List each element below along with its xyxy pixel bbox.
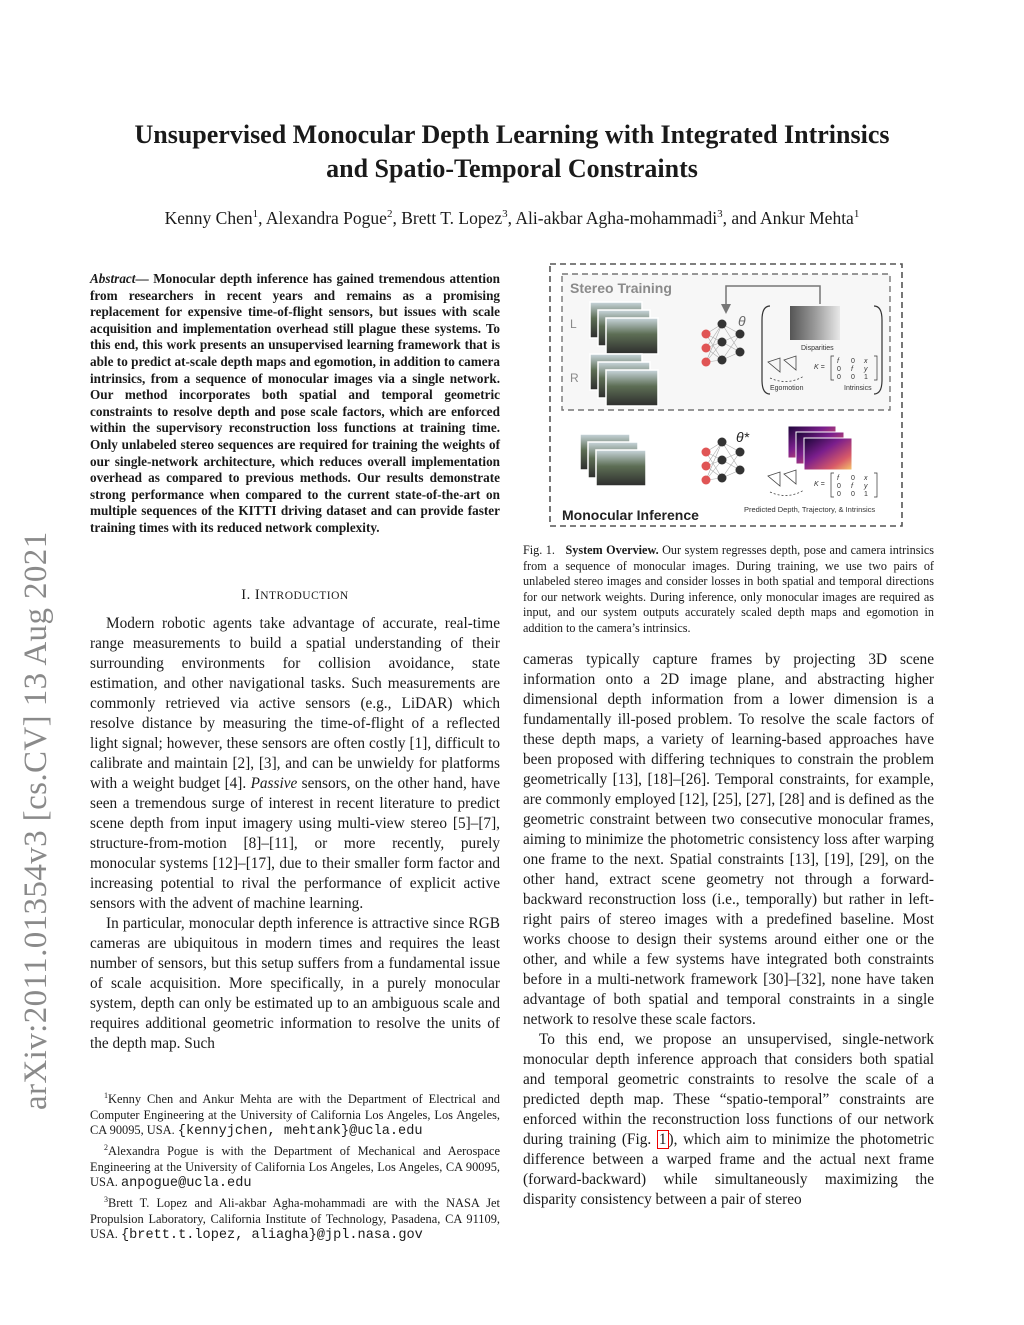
svg-text:0: 0 — [851, 475, 855, 482]
svg-text:1: 1 — [864, 491, 868, 498]
abstract-label: Abstract — [90, 271, 136, 286]
paragraph: To this end, we propose an unsupervised, single-network monocular depth inference approach that considers both spatial and temporal geometric constraints to resolve the scale of a predicted depth map. These “spatio-temporal” constraints are enforced within the reconstruction loss functions of our network during training (Fig. 1 ), which aim to minimize the photometric difference between a warped frame and the actual next frame (forward-backward) while simultaneously maximizing the disparity consistency between a pair of stereo — [523, 1031, 934, 1208]
author: Ali-akbar Agha-mohammadi$^3$ — [515, 208, 723, 228]
theta-star-label: θ* — [736, 429, 750, 445]
svg-text:K =: K = — [814, 481, 825, 488]
figure-reference-link[interactable]: 1 — [658, 1131, 667, 1148]
depth-map-stack — [788, 426, 852, 470]
introduction-body — [90, 614, 500, 1054]
author-list: Kenny Chen$^1$, Alexandra Pogue$^2$, Brett T. Lopez$^3$, Ali-akbar Agha-mohammadi$^3$, and Ankur Mehta$^1$ — [164, 208, 860, 228]
egomotion-label: Egomotion — [770, 385, 804, 392]
svg-text:0: 0 — [837, 483, 841, 490]
section-heading: I. INTRODUCTION — [241, 587, 349, 603]
abstract: Abstract— Monocular depth inference has gained tremendous attention from researchers in recent years and remains as a promising replacement for expensive time-of-flight sensors, but issues with scale acquisition and implementation overhead still plague these systems. To this end, this work presents an unsupervised learning framework that is able to predict at-scale depth maps and egomotion, in addition to camera intrinsics, from a sequence of monocular images via a single network. Our method incorporates both spatial and temporal geometric constraints to resolve depth and pose scale factors, which are enforced within the supervisory reconstruction loss functions at training time. Only unlabeled stereo sequences are required for training the weights of our single-network architecture, which reduces overall implementation overhead as compared to previous methods. Our results demonstrate strong performance when compared to the current state-of-the-art on multiple sequences of the KITTI driving dataset and can provide faster training times with its reduced network complexity. — [90, 271, 500, 535]
system-overview-figure — [548, 262, 904, 530]
footnotes — [90, 1088, 500, 1244]
title-line-2: and Spatio-Temporal Constraints — [326, 154, 698, 183]
svg-text:x: x — [864, 475, 868, 482]
right-label: R — [570, 371, 579, 385]
stereo-training-label: Stereo Training — [570, 280, 672, 296]
figure-caption — [523, 543, 934, 637]
svg-text:f: f — [851, 483, 853, 490]
left-label: L — [570, 317, 577, 331]
disparities-label: Disparities — [801, 345, 834, 352]
email: {brett.t.lopez, aliagha}@jpl.nasa.gov — [120, 1228, 423, 1244]
svg-text:f: f — [851, 366, 853, 373]
svg-text:x: x — [864, 358, 868, 365]
right-column-body — [523, 650, 934, 1210]
caption-title: System Overview. — [565, 543, 659, 557]
title-line-1: Unsupervised Monocular Depth Learning with Integrated Intrinsics — [134, 120, 890, 149]
svg-text:0: 0 — [851, 491, 855, 498]
predicted-output-label: Predicted Depth, Trajectory, & Intrinsics — [744, 505, 876, 514]
svg-text:0: 0 — [837, 366, 841, 373]
abstract-text: Monocular depth inference has gained tremendous attention from researchers in recent years and remains as a promising replacement for expensive time-of-flight sensors, but issues with scale acquisition and implementation overhead still plague these systems. To this end, this work presents an unsupervised learning framework that is able to predict at-scale depth maps and egomotion, in addition to camera intrinsics, from a sequence of monocular images via a single network. Our method incorporates both spatial and temporal geometric constraints to resolve depth and pose scale factors, which are enforced within the supervisory reconstruction loss functions at training time. Only unlabeled stereo sequences are required for training the weights of our single-network architecture, which reduces overall implementation overhead as compared to previous methods. Our results demonstrate strong performance when compared to the current state-of-the-art on multiple sequences of the KITTI driving dataset and can provide faster training times with its reduced network complexity. — [90, 271, 500, 535]
monocular-image-stack — [580, 434, 646, 486]
svg-text:y: y — [864, 366, 868, 373]
paragraph: In particular, monocular depth inference is attractive since RGB cameras are ubiquitous in modern times and requires the least number of sensors, but this setup suffers from a fundamental issue of scale acquisition. More specifically, in a purely monocular system, depth can only be estimated up to an ambiguous scale and requires additional geometric information to resolve the units of the depth map. Such — [90, 915, 500, 1052]
footnote: $^2$Alexandra Pogue is with the Department of Mechanical and Aerospace Engineering at the University of California Los Angeles, Los Angeles, CA 90095, USA. anpogue@ucla.edu — [90, 1142, 500, 1192]
paragraph: cameras typically capture frames by projecting 3D scene information onto a 2D image plane, and abstracting higher dimensional depth information from a lower dimension is a fundamentally ill-posed problem. To resolve the scale factors of these depth maps, a variety of learning-based approaches have been proposed with differing techniques to constrain the problem geometrically [13], [18]–[26]. Temporal constraints, for example, are commonly employed [12], [25], [27], [28] and is defined as the geometric constraint between two consecutive monocular frames, aiming to minimize the photometric consistency loss after warping one frame to the next. Spatial constraints [13], [19], [29], on the other hand, extract scene geometry not through a forward-backward reconstruction loss (i.e., temporally) but rather in left-right pairs of stereo images with a predefined baseline. Most works choose to design their systems around either one or the other, and while a few systems have integrated both constraints before in a multi-network framework [30]–[32], none have taken advantage of both spatial and temporal constraints in a single network to resolve these scale factors. — [523, 651, 934, 1028]
caption-text: Our system regresses depth, pose and camera intrinsics from a sequence of monocular images. During training, we use two pairs of unlabeled stereo images and consider losses in both spatial and temporal directions for our network weights. During inference, only monocular images are required as input, and our system outputs accurately scaled depth maps and egomotion in addition to the camera’s intrinsics. — [523, 543, 935, 635]
intrinsics-label: Intrinsics — [844, 385, 872, 392]
author: Alexandra Pogue$^2$ — [265, 208, 393, 228]
footnote: $^3$Brett T. Lopez and Ali-akbar Agha-mohammadi are with the NASA Jet Propulsion Laboratory, California Institute of Technology, Pasadena, CA 91109, USA. {brett.t.lopez, aliagha}@jpl.nasa.gov — [90, 1194, 500, 1244]
svg-text:y: y — [864, 483, 868, 490]
author: Ankur Mehta$^1$ — [760, 208, 860, 228]
svg-text:f: f — [837, 475, 839, 482]
figure-graphic — [548, 262, 904, 530]
svg-text:1: 1 — [864, 374, 868, 381]
caption-label: Fig. 1. — [523, 543, 555, 557]
theta-label: θ — [738, 313, 746, 329]
author: Kenny Chen$^1$ — [164, 208, 259, 228]
svg-text:0: 0 — [837, 491, 841, 498]
author: Brett T. Lopez$^3$ — [401, 208, 508, 228]
svg-text:0: 0 — [837, 374, 841, 381]
right-image-stack — [590, 354, 658, 406]
footnote: $^1$Kenny Chen and Ankur Mehta are with the Department of Electrical and Computer Engineering at the University of California Los Angeles, Los Angeles, CA 90095, USA. {kennyjchen, mehtank}@ucla.edu — [90, 1091, 500, 1140]
monocular-inference-label: Monocular Inference — [562, 507, 699, 523]
intrinsics-matrix-bottom — [814, 473, 877, 498]
svg-text:0: 0 — [851, 358, 855, 365]
svg-text:K =: K = — [814, 364, 825, 371]
svg-text:0: 0 — [851, 374, 855, 381]
inference-egomotion-graphic — [768, 470, 804, 496]
left-image-stack — [590, 302, 658, 354]
disparity-map — [790, 306, 840, 340]
email: {kennyjchen, mehtank}@ucla.edu — [177, 1124, 423, 1140]
paragraph: Modern robotic agents take advantage of accurate, real-time range measurements to build a spatial understanding of their surrounding environments for collision avoidance, state estimation, and other navigational tasks. Such measurements are commonly retrieved via active sensors (e.g., LiDAR) which resolve distance by measuring the time-of-flight of a reflected light signal; however, these sensors are often costly [1], difficult to calibrate and maintain [2], [3], and can be unwieldy for platforms with a weight budget [4]. Passive sensors, on the other hand, have seen a tremendous surge of interest in recent literature to predict scene depth from input imagery using multi-view stereo [5]–[7], structure-from-motion [8]–[11], or more recently, purely monocular systems [12]–[17], due to their smaller form factor and increasing potential to rival the performance of explicit active sensors with the advent of machine learning. — [90, 615, 500, 912]
arxiv-identifier: arXiv:2011.01354v3 [cs.CV] 13 Aug 2021 — [18, 531, 54, 1110]
email: anpogue@ucla.edu — [120, 1176, 252, 1192]
svg-text:f: f — [837, 358, 839, 365]
paper-title — [60, 118, 964, 186]
